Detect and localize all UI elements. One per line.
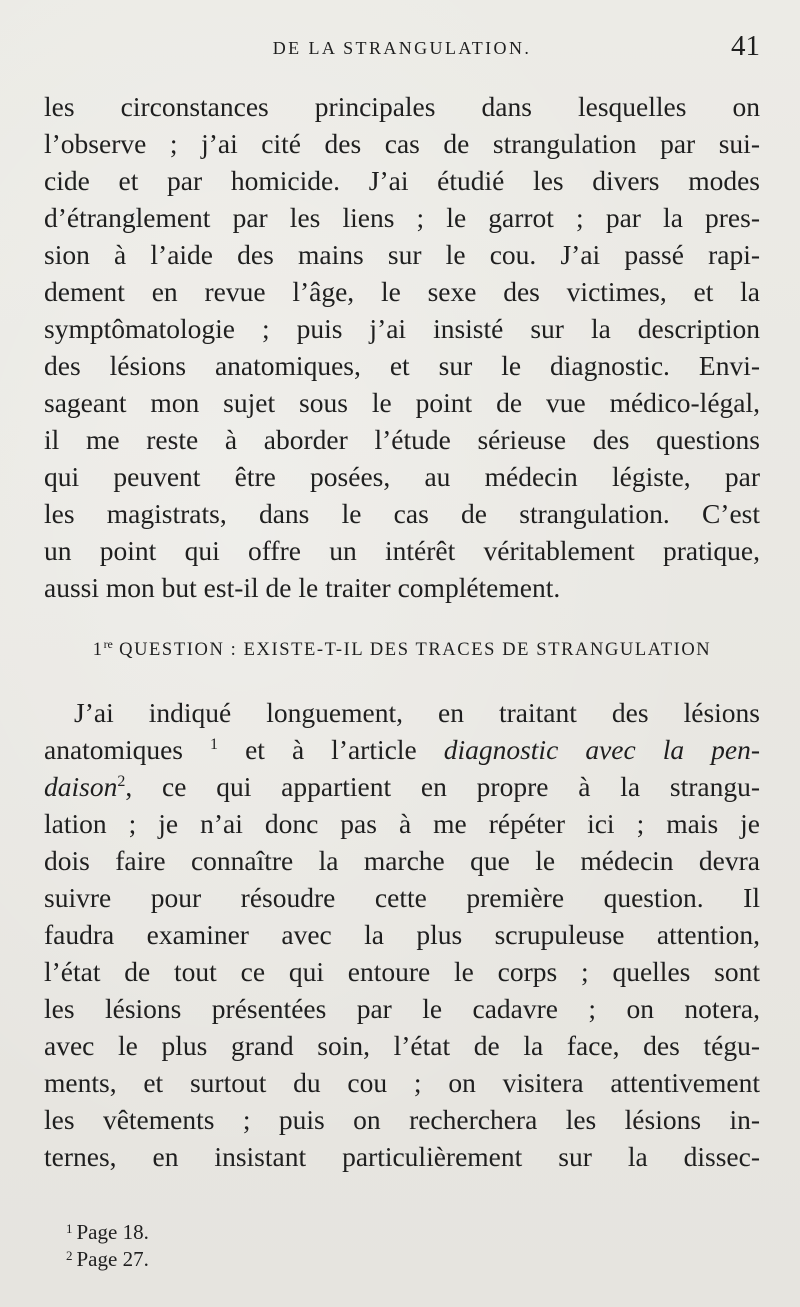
text-line: les magistrats, dans le cas de strangulation. C’est bbox=[44, 498, 760, 529]
footnote bbox=[66, 1217, 760, 1244]
heading-text: QUESTION : EXISTE-T-IL DES TRACES DE STRANGULATION bbox=[112, 640, 712, 660]
text-line: symptômatologie ; puis j’ai insisté sur la description bbox=[44, 313, 760, 344]
text-line bbox=[44, 731, 760, 768]
italic-term: daison bbox=[44, 771, 118, 802]
text-line: l’observe ; j’ai cité des cas de strangulation par sui- bbox=[44, 128, 760, 159]
text-line: d’étranglement par les liens ; le garrot ; par la pres- bbox=[44, 202, 760, 233]
footnote-marker: 2 bbox=[66, 1248, 73, 1263]
page-number: 41 bbox=[731, 30, 760, 62]
section-heading bbox=[44, 637, 760, 661]
footnote-ref: 1 bbox=[210, 736, 219, 753]
text-line: dement en revue l’âge, le sexe des victimes, et la bbox=[44, 276, 760, 307]
text-line bbox=[44, 768, 760, 805]
text-line: lation ; je n’ai donc pas à me répéter ici ; mais je bbox=[44, 808, 760, 839]
text-line: aussi mon but est-il de le traiter complétement. bbox=[44, 572, 561, 603]
footnote-text: Page 27. bbox=[76, 1247, 149, 1271]
text-line: les vêtements ; puis on recherchera les lésions in- bbox=[44, 1104, 760, 1135]
heading-number: 1 bbox=[92, 640, 104, 660]
paragraph-continuation bbox=[44, 88, 760, 606]
text-line: J’ai indiqué longuement, en traitant des lésions bbox=[74, 697, 760, 728]
text-line: l’état de tout ce qui entoure le corps ; quelles sont bbox=[44, 956, 760, 987]
text-line: un point qui offre un intérêt véritablement pratique, bbox=[44, 535, 760, 566]
footnotes bbox=[44, 1217, 760, 1271]
text-fragment: anatomiques bbox=[44, 734, 211, 765]
text-fragment: , ce qui appartient en propre à la strangu- bbox=[125, 771, 760, 802]
footnote-ref: 2 bbox=[117, 773, 126, 790]
footnote bbox=[66, 1244, 760, 1271]
text-line: avec le plus grand soin, l’état de la face, des tégu- bbox=[44, 1030, 760, 1061]
text-line: il me reste à aborder l’étude sérieuse des questions bbox=[44, 424, 760, 455]
paragraph-question-one bbox=[44, 694, 760, 1175]
text-line: qui peuvent être posées, au médecin légiste, par bbox=[44, 461, 760, 492]
text-line: les lésions présentées par le cadavre ; on notera, bbox=[44, 993, 760, 1024]
text-line: sageant mon sujet sous le point de vue médico-légal, bbox=[44, 387, 760, 418]
text-line: des lésions anatomiques, et sur le diagnostic. Envi- bbox=[44, 350, 760, 381]
text-line: sion à l’aide des mains sur le cou. J’ai passé rapi- bbox=[44, 239, 760, 270]
footnote-marker: 1 bbox=[66, 1221, 73, 1236]
heading-ordinal-suffix: re bbox=[103, 637, 113, 651]
text-line: faudra examiner avec la plus scrupuleuse attention, bbox=[44, 919, 760, 950]
running-title: DE LA STRANGULATION. bbox=[272, 38, 532, 58]
running-head bbox=[44, 0, 760, 62]
text-line: dois faire connaître la marche que le médecin devra bbox=[44, 845, 760, 876]
text-line: suivre pour résoudre cette première question. Il bbox=[44, 882, 760, 913]
text-line: ments, et surtout du cou ; on visitera attentivement bbox=[44, 1067, 760, 1098]
footnote-text: Page 18. bbox=[76, 1220, 149, 1244]
text-line: les circonstances principales dans lesquelles on bbox=[44, 91, 760, 122]
text-line: cide et par homicide. J’ai étudié les divers modes bbox=[44, 165, 760, 196]
italic-term: diagnostic avec la pen- bbox=[443, 734, 760, 765]
text-fragment: et à l’article bbox=[218, 734, 444, 765]
text-line: ternes, en insistant particulièrement sur la dissec- bbox=[44, 1141, 760, 1172]
